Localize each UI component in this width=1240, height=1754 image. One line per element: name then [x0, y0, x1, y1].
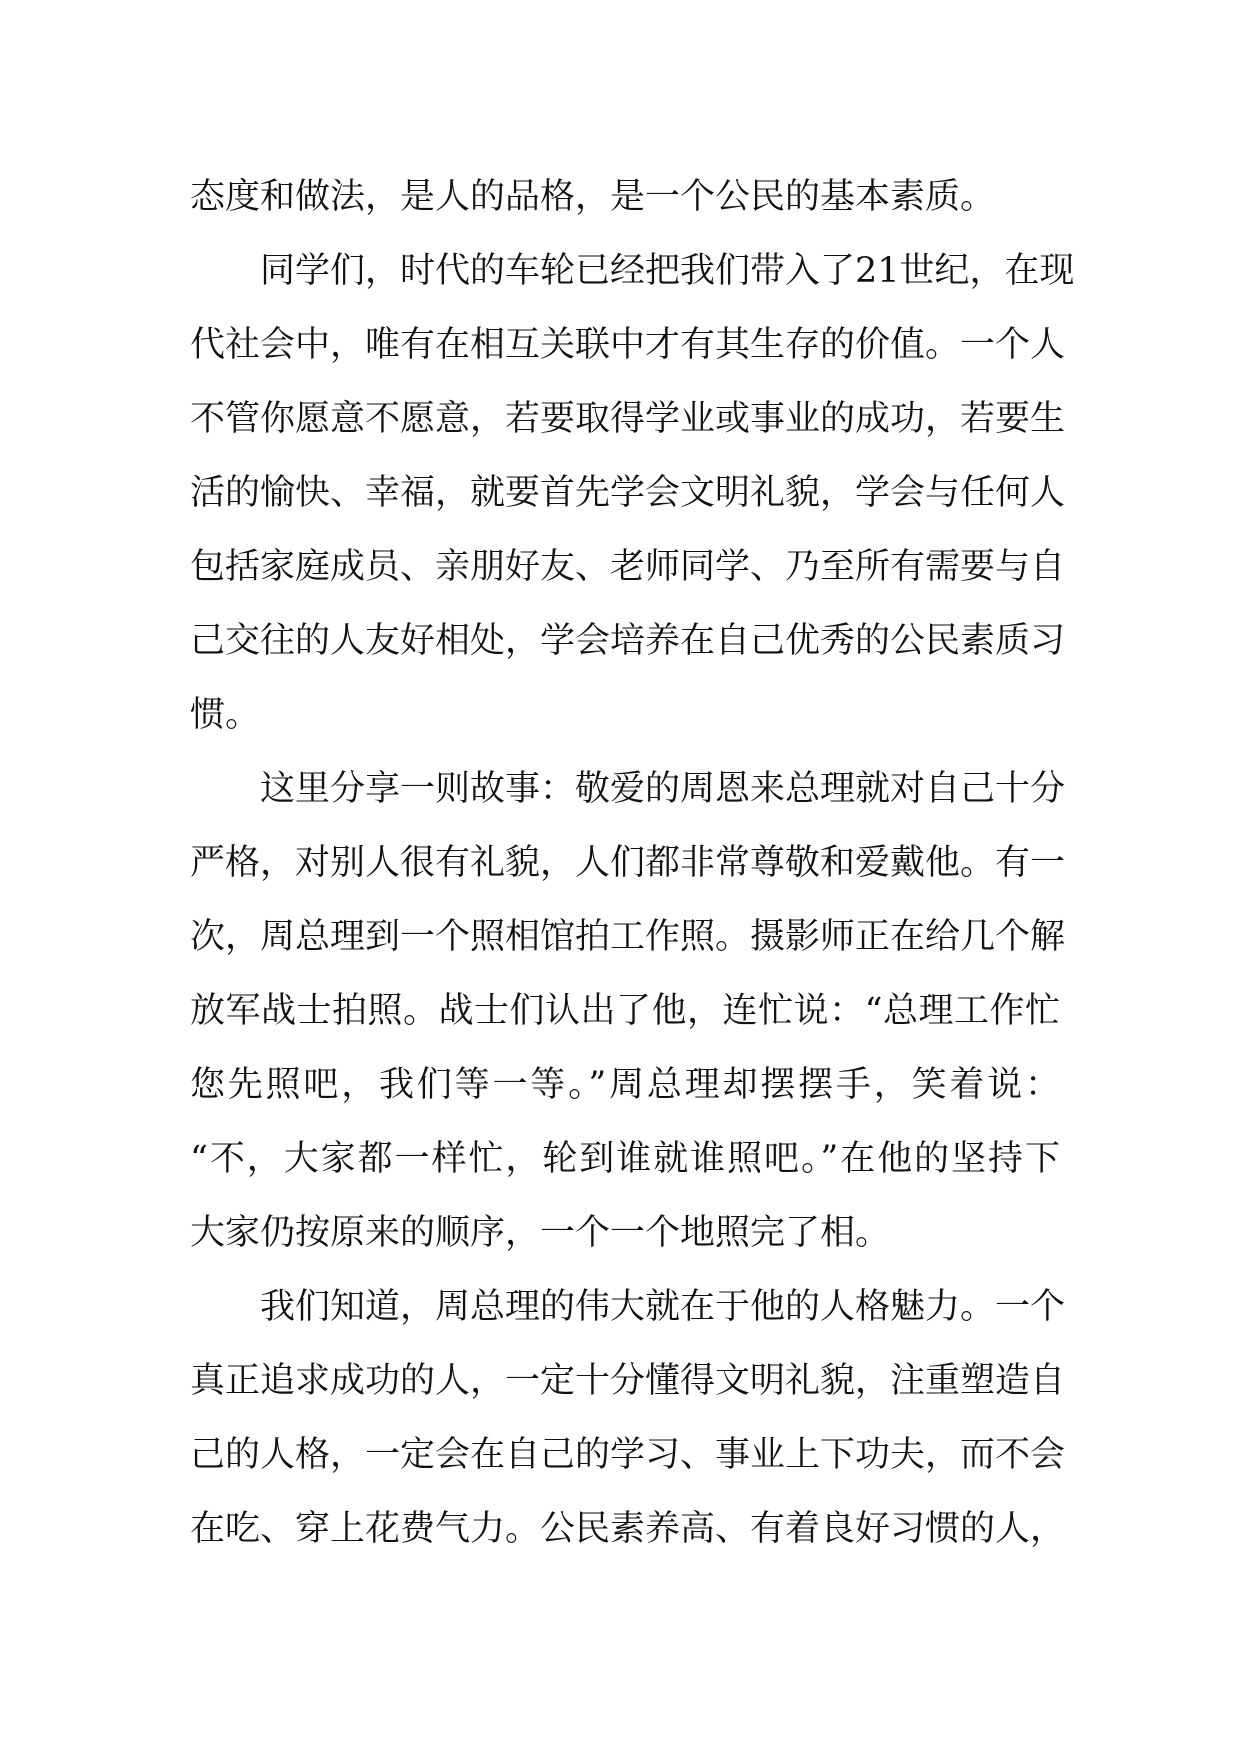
text-line: 同学们，时代的车轮已经把我们带入了21世纪，在现 [260, 251, 1075, 291]
paragraph-3 [190, 752, 1066, 1270]
text-line: “不，大家都一样忙，轮到谁就谁照吧。”在他的坚持下 [190, 1139, 1060, 1179]
text-line: 在吃、穿上花费气力。公民素养高、有着良好习惯的人， [190, 1509, 1066, 1549]
paragraph-4 [190, 1270, 1066, 1566]
text-line: 放军战士拍照。战士们认出了他，连忙说：“总理工作忙 [190, 991, 1060, 1031]
text-line: 您先照吧，我们等一等。”周总理却摆摆手，笑着说： [190, 1065, 1060, 1105]
text-line: 不管你愿意不愿意，若要取得学业或事业的成功，若要生 [190, 399, 1066, 439]
text-line: 严格，对别人很有礼貌，人们都非常尊敬和爱戴他。有一 [190, 843, 1066, 883]
text-line: 真正追求成功的人，一定十分懂得文明礼貌，注重塑造自 [190, 1361, 1066, 1401]
document-body [190, 160, 1075, 1566]
paragraph-1 [190, 160, 1060, 234]
text-line: 态度和做法，是人的品格，是一个公民的基本素质。 [190, 177, 996, 217]
text-line: 代社会中，唯有在相互关联中才有其生存的价值。一个人 [190, 325, 1066, 365]
text-line: 包括家庭成员、亲朋好友、老师同学、乃至所有需要与自 [190, 547, 1066, 587]
text-line: 己的人格，一定会在自己的学习、事业上下功夫，而不会 [190, 1435, 1066, 1475]
paragraph-2 [190, 234, 1075, 752]
text-line: 这里分享一则故事：敬爱的周恩来总理就对自己十分 [260, 769, 1066, 809]
text-line: 大家仍按原来的顺序，一个一个地照完了相。 [190, 1213, 891, 1253]
text-line: 次，周总理到一个照相馆拍工作照。摄影师正在给几个解 [190, 917, 1066, 957]
text-line: 惯。 [190, 695, 261, 735]
text-line: 活的愉快、幸福，就要首先学会文明礼貌，学会与任何人 [190, 473, 1066, 513]
text-line: 己交往的人友好相处，学会培养在自己优秀的公民素质习 [190, 621, 1066, 661]
text-line: 我们知道，周总理的伟大就在于他的人格魅力。一个 [260, 1287, 1066, 1327]
